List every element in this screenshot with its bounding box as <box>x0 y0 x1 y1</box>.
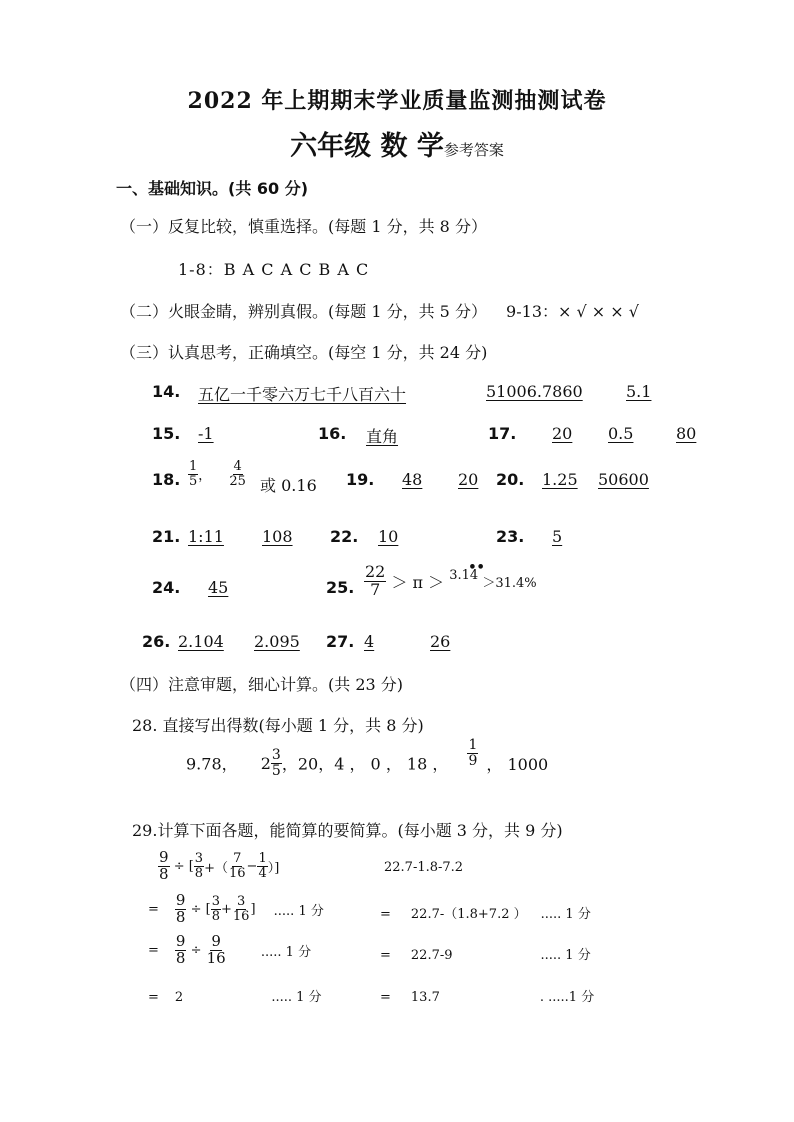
q25-fraction: $\frac{22}{7}$ <box>365 562 386 599</box>
q29-left-line-3: = $\frac{9}{8}$ ÷ $\frac{9}{16}$ ..... 1 分 <box>148 932 312 967</box>
exam-subtitle <box>0 124 794 163</box>
q17-answer-3: 80 <box>676 424 697 443</box>
q18-alt: 或 0.16 <box>260 475 317 495</box>
q29-right-line-2: = 22.7-（1.8+7.2 ） ..... 1 分 <box>380 907 591 922</box>
q22-number: 22. <box>330 527 359 546</box>
q26-answer-1: 2.104 <box>178 632 224 651</box>
q14-answer-3: 5.1 <box>626 382 652 401</box>
q26-answer-2: 2.095 <box>254 632 300 651</box>
q28-mixed-number: 2 $\frac{3}{5}$ <box>260 747 281 779</box>
q18-answer <box>188 459 317 495</box>
q19-number: 19. <box>346 470 375 489</box>
q15-number: 15. <box>152 424 181 443</box>
q20-answer-1: 1.25 <box>542 470 578 489</box>
part-2-answers: 9-13：× √ × × √ <box>506 302 639 321</box>
q29-left-line-4: = 2 ..... 1 分 <box>148 990 322 1005</box>
q29-right-line-3: = 22.7-9 ..... 1 分 <box>380 948 591 963</box>
q20-number: 20. <box>496 470 525 489</box>
q16-number: 16. <box>318 424 347 443</box>
q24-number: 24. <box>152 578 181 597</box>
q29-left-line-1: $\frac{9}{8}$ ÷ [ $\frac{3}{8}$ +（ $\frac{7}{16}$ − $\frac{1}{4}$ ）] <box>159 848 280 883</box>
q18-separator: ， <box>198 468 212 484</box>
q19-answer-1: 48 <box>402 470 423 489</box>
q23-answer: 5 <box>552 527 563 546</box>
q27-answer-2: 26 <box>430 632 451 651</box>
q15-answer: -1 <box>198 424 214 443</box>
q24-answer: 45 <box>208 578 229 597</box>
q27-number: 27. <box>326 632 355 651</box>
q29-right-line-1: 22.7-1.8-7.2 <box>384 860 464 875</box>
q23-number: 23. <box>496 527 525 546</box>
q17-answer-2: 0.5 <box>608 424 634 443</box>
q25-repeating-decimal: •• 3.14 <box>449 559 485 583</box>
section-1-heading: 一、基础知识。(共 60 分) <box>116 179 309 198</box>
q19-answer-2: 20 <box>458 470 479 489</box>
part-4-heading: （四）注意审题，细心计算。(共 23 分) <box>120 675 404 694</box>
exam-title: 2022 年上期期末学业质量监测抽测试卷 <box>187 88 607 114</box>
q21-answer-1: 1:11 <box>188 527 224 546</box>
part-3-heading: （三）认真思考，正确填空。(每空 1 分，共 24 分) <box>120 343 488 362</box>
q14-number: 14. <box>152 382 181 401</box>
part-1-answers: 1-8：B A C A C B A C <box>178 260 370 279</box>
q16-answer: 直角 <box>366 427 399 446</box>
q29-left-line-2: = $\frac{9}{8}$ ÷ [ $\frac{3}{8}$ + $\frac{3}{16}$ ] ..... 1 分 <box>148 891 324 926</box>
q28-fraction: $\frac{1}{9}$ <box>468 737 478 769</box>
q29-left-line-4-score: ..... 1 分 <box>271 990 322 1005</box>
q29-right-line-4: = 13.7 . .....1 分 <box>380 990 595 1005</box>
part-1-heading: （一）反复比较，慎重选择。(每题 1 分，共 8 分） <box>120 217 487 236</box>
q20-answer-2: 50600 <box>598 470 649 489</box>
answer-key-label: 参考答案 <box>443 141 504 159</box>
q25-compare: ＞ π ＞ <box>391 572 445 592</box>
q28-answers <box>186 737 549 779</box>
q28-values-mid: ，20，4 ， 0 ， 18 ， <box>281 754 449 774</box>
q28-value-last: ， 1000 <box>486 754 549 774</box>
q25-tail: ＞31.4% <box>482 575 537 591</box>
q22-answer: 10 <box>378 527 399 546</box>
q29-left-line-2-score: ..... 1 分 <box>273 903 324 919</box>
q25-number: 25. <box>326 578 355 597</box>
q17-answer-1: 20 <box>552 424 573 443</box>
q21-number: 21. <box>152 527 181 546</box>
part-2-heading <box>120 299 639 322</box>
q18-fraction-1: $\frac{1}{5}$ <box>189 459 198 489</box>
q21-answer-2: 108 <box>262 527 293 546</box>
q29-left-line-3-score: ..... 1 分 <box>260 944 312 960</box>
q26-number: 26. <box>142 632 171 651</box>
grade-subject: 六年级 数 学 <box>290 131 444 162</box>
q25-answer <box>364 559 537 599</box>
q14-answer-1: 五亿一千零六万七千八百六十 <box>198 385 407 404</box>
q18-number: 18. <box>152 470 181 489</box>
repeat-dots-icon: •• <box>468 559 485 575</box>
q14-answer-2: 51006.7860 <box>486 382 583 401</box>
q28-value-1: 9.78， <box>186 754 238 774</box>
q28-heading: 28. 直接写出得数(每小题 1 分，共 8 分) <box>132 716 424 735</box>
q17-number: 17. <box>488 424 517 443</box>
q29-heading: 29.计算下面各题，能简算的要简算。(每小题 3 分，共 9 分) <box>132 821 563 840</box>
q18-fraction-2: $\frac{4}{25}$ <box>229 459 246 489</box>
part-2-heading-text: （二）火眼金睛，辨别真假。(每题 1 分，共 5 分） <box>120 302 487 321</box>
q27-answer-1: 4 <box>364 632 375 651</box>
